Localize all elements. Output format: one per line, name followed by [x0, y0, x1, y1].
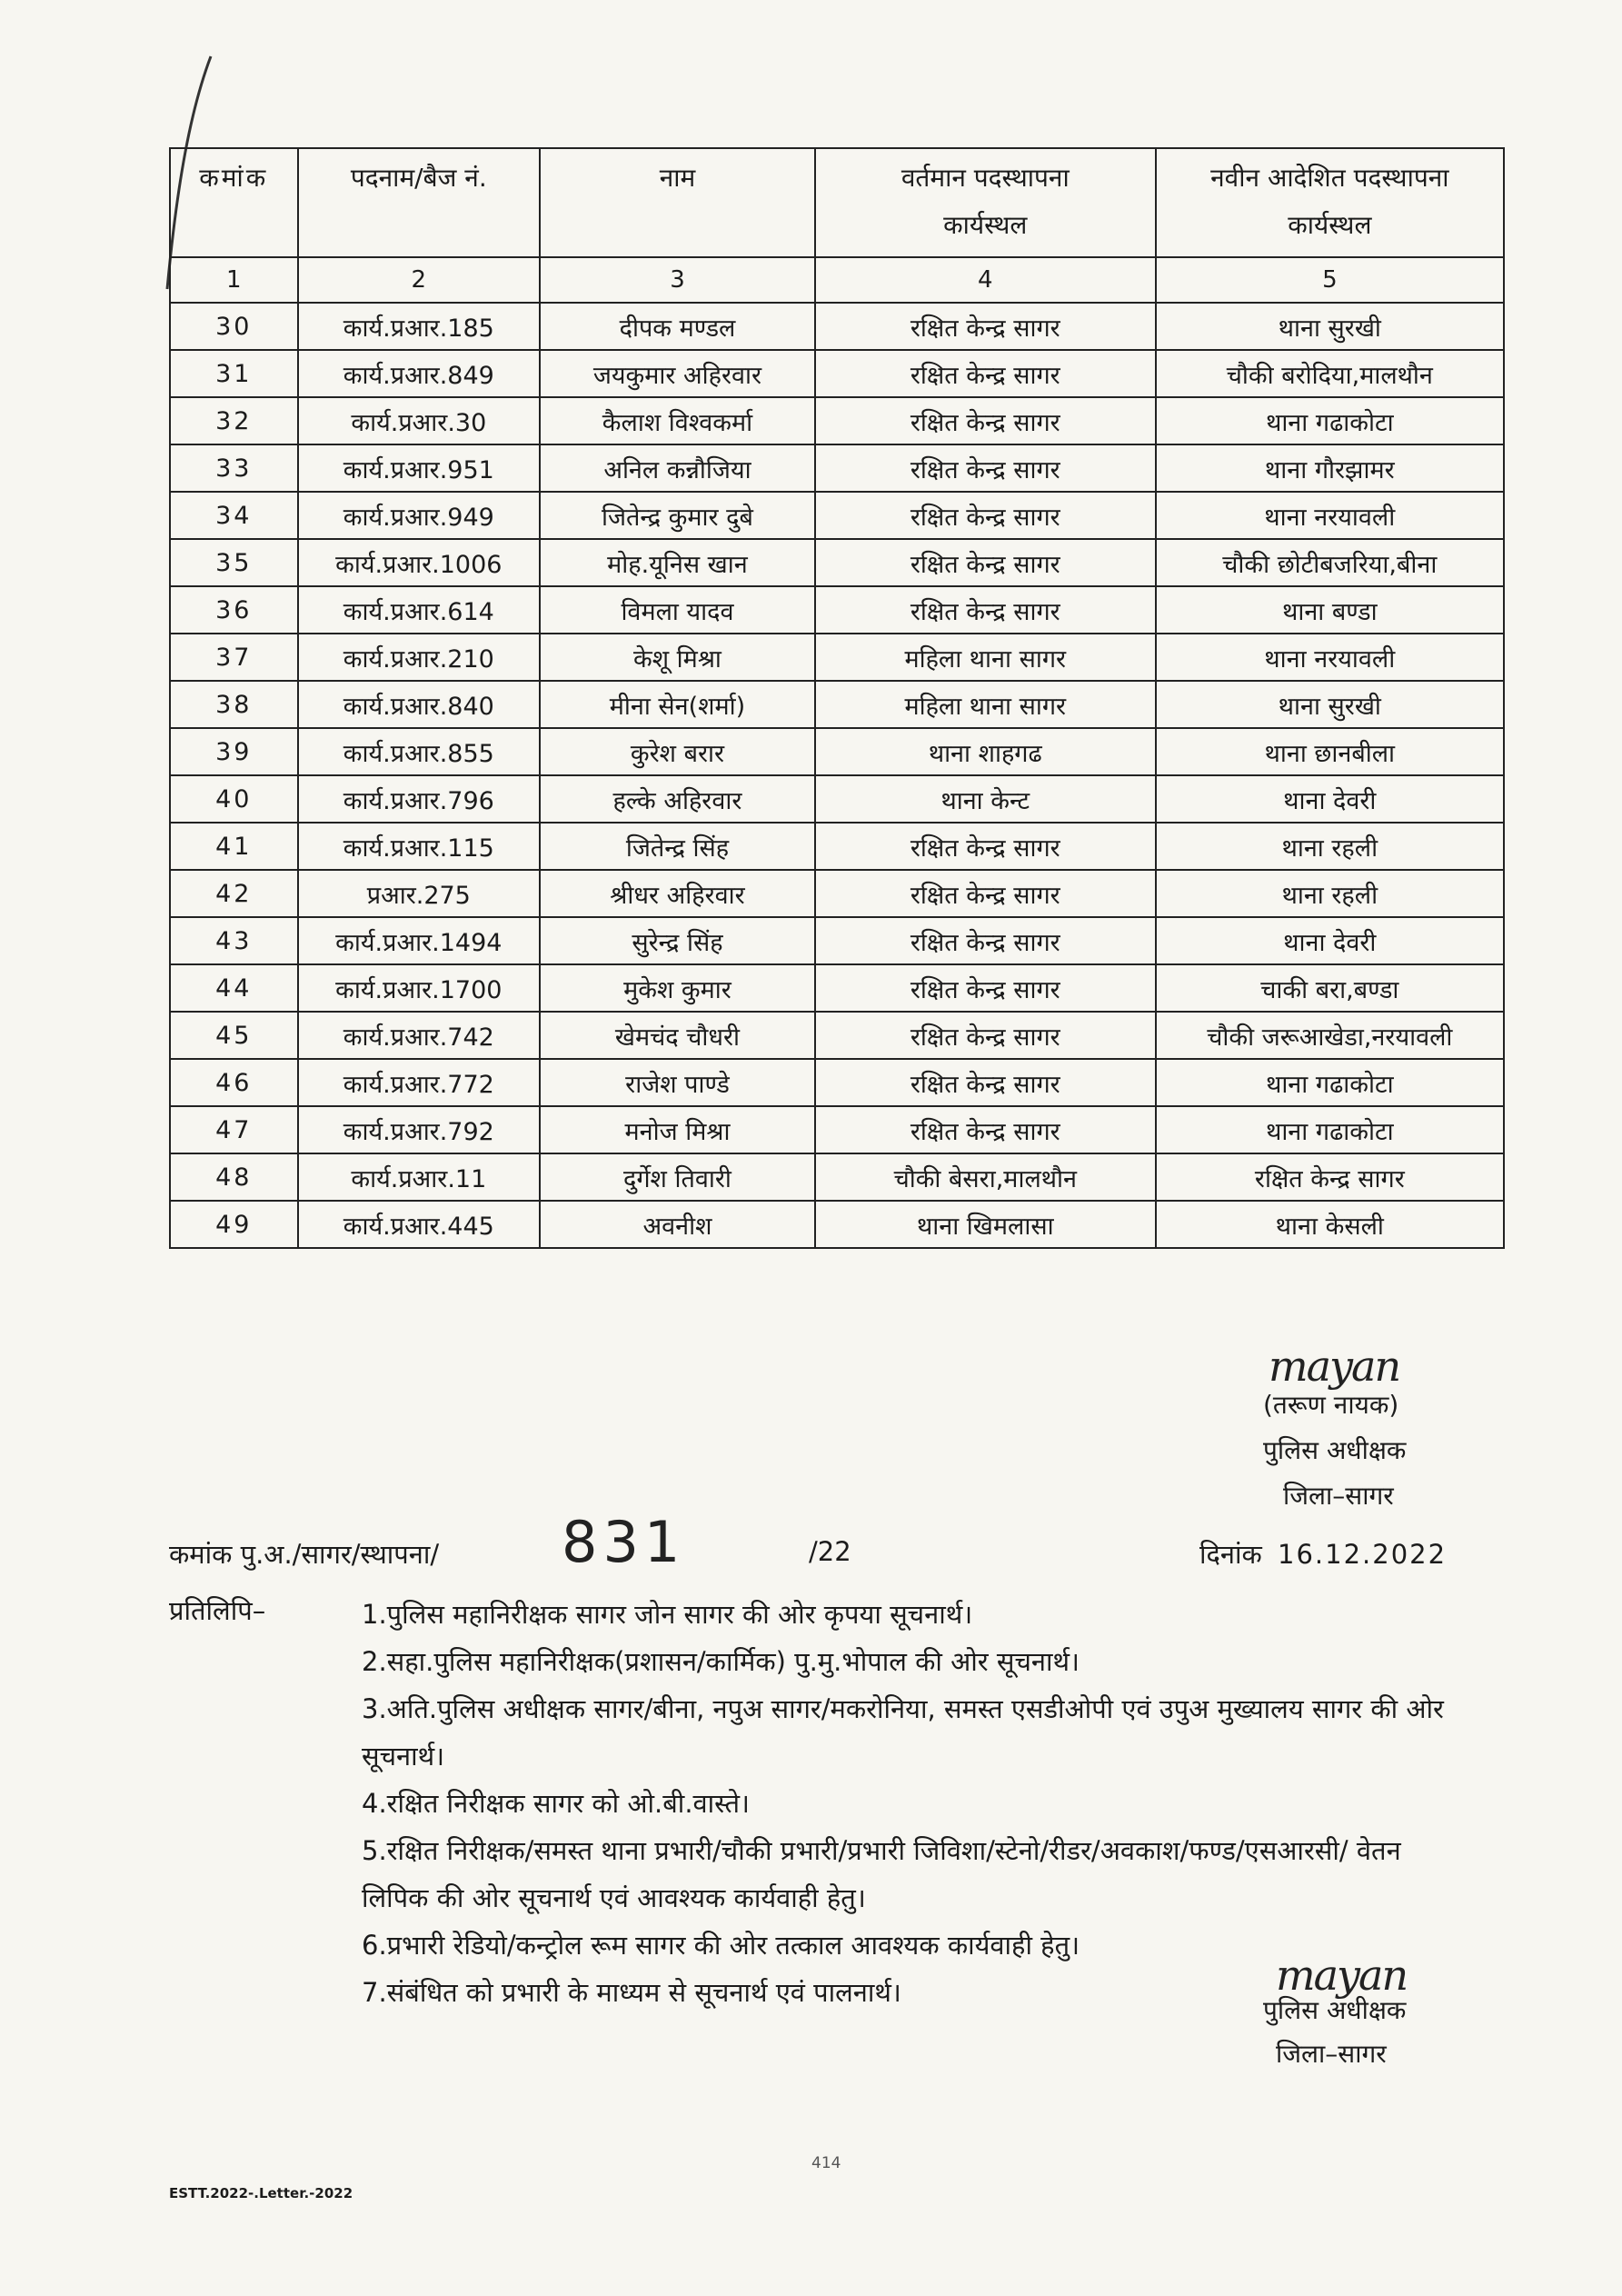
table-row [170, 1153, 1504, 1201]
table-row [170, 1106, 1504, 1153]
cell-current-posting: रक्षित केन्द्र सागर [815, 1106, 1156, 1153]
footer-code: ESTT.2022-.Letter.-2022 [169, 2185, 353, 2201]
cell-designation: कार्य.प्रआर.855 [298, 728, 541, 775]
cell-designation: कार्य.प्रआर.951 [298, 444, 541, 492]
cell-new-posting: थाना गढाकोटा [1156, 1059, 1504, 1106]
table-row [170, 444, 1504, 492]
table-row [170, 1201, 1504, 1248]
cell-designation: कार्य.प्रआर.11 [298, 1153, 541, 1201]
page-number: 414 [811, 2154, 841, 2172]
copy-item: 1.पुलिस महानिरीक्षक सागर जोन सागर की ओर कृपया सूचनार्थ। [362, 1599, 973, 1630]
cell-name: हल्के अहिरवार [540, 775, 815, 823]
header-name: नाम [540, 148, 815, 257]
cell-name: दुर्गेश तिवारी [540, 1153, 815, 1201]
cell-serial: 46 [170, 1059, 298, 1106]
table-row [170, 917, 1504, 964]
copy-item: 7.संबंधित को प्रभारी के माध्यम से सूचनार्थ एवं पालनार्थ। [362, 1977, 901, 2008]
table-row [170, 728, 1504, 775]
cell-serial: 47 [170, 1106, 298, 1153]
officer-name: (तरूण नायक) [1263, 1390, 1399, 1420]
cell-name: अवनीश [540, 1201, 815, 1248]
cell-serial: 48 [170, 1153, 298, 1201]
officer-designation: पुलिस अधीक्षक [1263, 1995, 1407, 2025]
cell-new-posting: थाना सुरखी [1156, 681, 1504, 728]
table-row [170, 823, 1504, 870]
copy-item: 6.प्रभारी रेडियो/कन्ट्रोल रूम सागर की ओर तत्काल आवश्यक कार्यवाही हेतु। [362, 1930, 1080, 1961]
cell-new-posting: थाना केसली [1156, 1201, 1504, 1248]
cell-serial: 35 [170, 539, 298, 586]
cell-current-posting: चौकी बेसरा,मालथौन [815, 1153, 1156, 1201]
cell-designation: कार्य.प्रआर.742 [298, 1012, 541, 1059]
cell-new-posting: थाना सुरखी [1156, 303, 1504, 350]
cell-serial: 44 [170, 964, 298, 1012]
cell-current-posting: रक्षित केन्द्र सागर [815, 1059, 1156, 1106]
cell-name: दीपक मण्डल [540, 303, 815, 350]
cell-name: केशू मिश्रा [540, 634, 815, 681]
cell-serial: 32 [170, 397, 298, 444]
cell-name: मोह.यूनिस खान [540, 539, 815, 586]
table-row [170, 634, 1504, 681]
cell-name: कैलाश विश्वकर्मा [540, 397, 815, 444]
cell-name: विमला यादव [540, 586, 815, 634]
table-row [170, 775, 1504, 823]
cell-new-posting: चौकी छोटीबजरिया,बीना [1156, 539, 1504, 586]
cell-serial: 31 [170, 350, 298, 397]
table-row [170, 303, 1504, 350]
cell-current-posting: महिला थाना सागर [815, 681, 1156, 728]
cell-designation: कार्य.प्रआर.115 [298, 823, 541, 870]
cell-designation: कार्य.प्रआर.849 [298, 350, 541, 397]
cell-current-posting: रक्षित केन्द्र सागर [815, 539, 1156, 586]
table-row [170, 964, 1504, 1012]
cell-designation: कार्य.प्रआर.210 [298, 634, 541, 681]
officer-designation: पुलिस अधीक्षक [1263, 1435, 1407, 1465]
cell-serial: 37 [170, 634, 298, 681]
reference-suffix: /22 [809, 1536, 851, 1567]
table-body [170, 303, 1504, 1248]
cell-name: सुरेन्द्र सिंह [540, 917, 815, 964]
cell-new-posting: चौकी बरोदिया,मालथौन [1156, 350, 1504, 397]
header-new-posting: नवीन आदेशित पदस्थापना कार्यस्थल [1156, 148, 1504, 257]
cell-name: जयकुमार अहिरवार [540, 350, 815, 397]
signature-block-bottom [1263, 1951, 1408, 2069]
column-number: 2 [298, 257, 541, 303]
cell-designation: कार्य.प्रआर.840 [298, 681, 541, 728]
cell-name: मीना सेन(शर्मा) [540, 681, 815, 728]
cell-designation: कार्य.प्रआर.1700 [298, 964, 541, 1012]
date-label: दिनांक [1199, 1539, 1262, 1570]
header-current-posting: वर्तमान पदस्थापना कार्यस्थल [815, 148, 1156, 257]
table-row [170, 397, 1504, 444]
cell-name: कुरेश बरार [540, 728, 815, 775]
copy-item: 2.सहा.पुलिस महानिरीक्षक(प्रशासन/कार्मिक) पु.मु.भोपाल की ओर सूचनार्थ। [362, 1646, 1080, 1677]
column-number: 3 [540, 257, 815, 303]
reference-prefix: कमांक पु.अ./सागर/स्थापना/ [169, 1539, 440, 1570]
cell-current-posting: रक्षित केन्द्र सागर [815, 397, 1156, 444]
cell-current-posting: थाना शाहगढ [815, 728, 1156, 775]
cell-new-posting: थाना गढाकोटा [1156, 397, 1504, 444]
table-header-row [170, 148, 1504, 257]
table-row [170, 492, 1504, 539]
cell-current-posting: महिला थाना सागर [815, 634, 1156, 681]
cell-serial: 45 [170, 1012, 298, 1059]
cell-serial: 34 [170, 492, 298, 539]
cell-serial: 40 [170, 775, 298, 823]
cell-serial: 42 [170, 870, 298, 917]
cell-designation: कार्य.प्रआर.185 [298, 303, 541, 350]
copy-item: 3.अति.पुलिस अधीक्षक सागर/बीना, नपुअ सागर/मकरोनिया, समस्त एसडीओपी एवं उपुअ मुख्यालय सागर की ओर सूचनार्थ। [362, 1693, 1444, 1772]
cell-serial: 33 [170, 444, 298, 492]
cell-current-posting: थाना खिमलासा [815, 1201, 1156, 1248]
cell-new-posting: थाना गौरझामर [1156, 444, 1504, 492]
table-row [170, 350, 1504, 397]
officer-district: जिला–सागर [1283, 1481, 1394, 1511]
cell-current-posting: रक्षित केन्द्र सागर [815, 444, 1156, 492]
cell-name: जितेन्द्र सिंह [540, 823, 815, 870]
cell-current-posting: रक्षित केन्द्र सागर [815, 964, 1156, 1012]
cell-new-posting: थाना छानबीला [1156, 728, 1504, 775]
table-row [170, 539, 1504, 586]
cell-serial: 41 [170, 823, 298, 870]
copy-item: 4.रक्षित निरीक्षक सागर को ओ.बी.वास्ते। [362, 1788, 750, 1819]
cell-name: मनोज मिश्रा [540, 1106, 815, 1153]
header-designation: पदनाम/बैज नं. [298, 148, 541, 257]
cell-name: जितेन्द्र कुमार दुबे [540, 492, 815, 539]
copy-label: प्रतिलिपि– [169, 1595, 266, 1626]
date-value: 16.12.2022 [1278, 1539, 1448, 1570]
cell-current-posting: रक्षित केन्द्र सागर [815, 303, 1156, 350]
officer-district: जिला–सागर [1276, 2039, 1387, 2069]
cell-new-posting: थाना रहली [1156, 823, 1504, 870]
cell-serial: 36 [170, 586, 298, 634]
cell-designation: कार्य.प्रआर.614 [298, 586, 541, 634]
table-row [170, 870, 1504, 917]
cell-new-posting: थाना देवरी [1156, 775, 1504, 823]
handwritten-signature: mayan [1276, 1951, 1408, 2000]
cell-designation: कार्य.प्रआर.796 [298, 775, 541, 823]
cell-serial: 39 [170, 728, 298, 775]
cell-name: राजेश पाण्डे [540, 1059, 815, 1106]
cell-new-posting: थाना नरयावली [1156, 634, 1504, 681]
cell-current-posting: रक्षित केन्द्र सागर [815, 350, 1156, 397]
cell-name: श्रीधर अहिरवार [540, 870, 815, 917]
cell-new-posting: चौकी जरूआखेडा,नरयावली [1156, 1012, 1504, 1059]
cell-designation: कार्य.प्रआर.30 [298, 397, 541, 444]
header-serial: कमांक [170, 148, 298, 257]
cell-designation: कार्य.प्रआर.949 [298, 492, 541, 539]
cell-name: मुकेश कुमार [540, 964, 815, 1012]
cell-designation: कार्य.प्रआर.772 [298, 1059, 541, 1106]
cell-name: अनिल कन्नौजिया [540, 444, 815, 492]
cell-new-posting: थाना नरयावली [1156, 492, 1504, 539]
copy-item: 5.रक्षित निरीक्षक/समस्त थाना प्रभारी/चौकी प्रभारी/प्रभारी जिविशा/स्टेनो/रीडर/अवकाश/फण्ड/एसआरसी/ वेतन लिपिक की ओर सूचनार्थ एवं आवश्यक कार्यवाही हेतु। [362, 1835, 1401, 1913]
cell-designation: कार्य.प्रआर.1006 [298, 539, 541, 586]
cell-new-posting: थाना बण्डा [1156, 586, 1504, 634]
cell-designation: कार्य.प्रआर.792 [298, 1106, 541, 1153]
handwritten-reference-number: 831 [562, 1509, 686, 1575]
cell-current-posting: थाना केन्ट [815, 775, 1156, 823]
column-number-row [170, 257, 1504, 303]
cell-new-posting: थाना देवरी [1156, 917, 1504, 964]
cell-designation: कार्य.प्रआर.1494 [298, 917, 541, 964]
column-number: 1 [170, 257, 298, 303]
table-row [170, 586, 1504, 634]
cell-designation: प्रआर.275 [298, 870, 541, 917]
cell-current-posting: रक्षित केन्द्र सागर [815, 492, 1156, 539]
cell-serial: 38 [170, 681, 298, 728]
cell-current-posting: रक्षित केन्द्र सागर [815, 586, 1156, 634]
cell-designation: कार्य.प्रआर.445 [298, 1201, 541, 1248]
handwritten-signature: mayan [1269, 1342, 1400, 1391]
column-number: 5 [1156, 257, 1504, 303]
cell-serial: 43 [170, 917, 298, 964]
signature-block-top [1263, 1342, 1407, 1511]
table-row [170, 681, 1504, 728]
column-number: 4 [815, 257, 1156, 303]
cell-current-posting: रक्षित केन्द्र सागर [815, 1012, 1156, 1059]
cell-new-posting: थाना रहली [1156, 870, 1504, 917]
cell-current-posting: रक्षित केन्द्र सागर [815, 870, 1156, 917]
reference-date [1199, 1536, 1447, 1572]
cell-serial: 49 [170, 1201, 298, 1248]
table-row [170, 1012, 1504, 1059]
cell-current-posting: रक्षित केन्द्र सागर [815, 823, 1156, 870]
cell-new-posting: थाना गढाकोटा [1156, 1106, 1504, 1153]
cell-name: खेमचंद चौधरी [540, 1012, 815, 1059]
table-row [170, 1059, 1504, 1106]
cell-new-posting: चाकी बरा,बण्डा [1156, 964, 1504, 1012]
cell-serial: 30 [170, 303, 298, 350]
cell-current-posting: रक्षित केन्द्र सागर [815, 917, 1156, 964]
transfer-table [169, 147, 1505, 1249]
cell-new-posting: रक्षित केन्द्र सागर [1156, 1153, 1504, 1201]
